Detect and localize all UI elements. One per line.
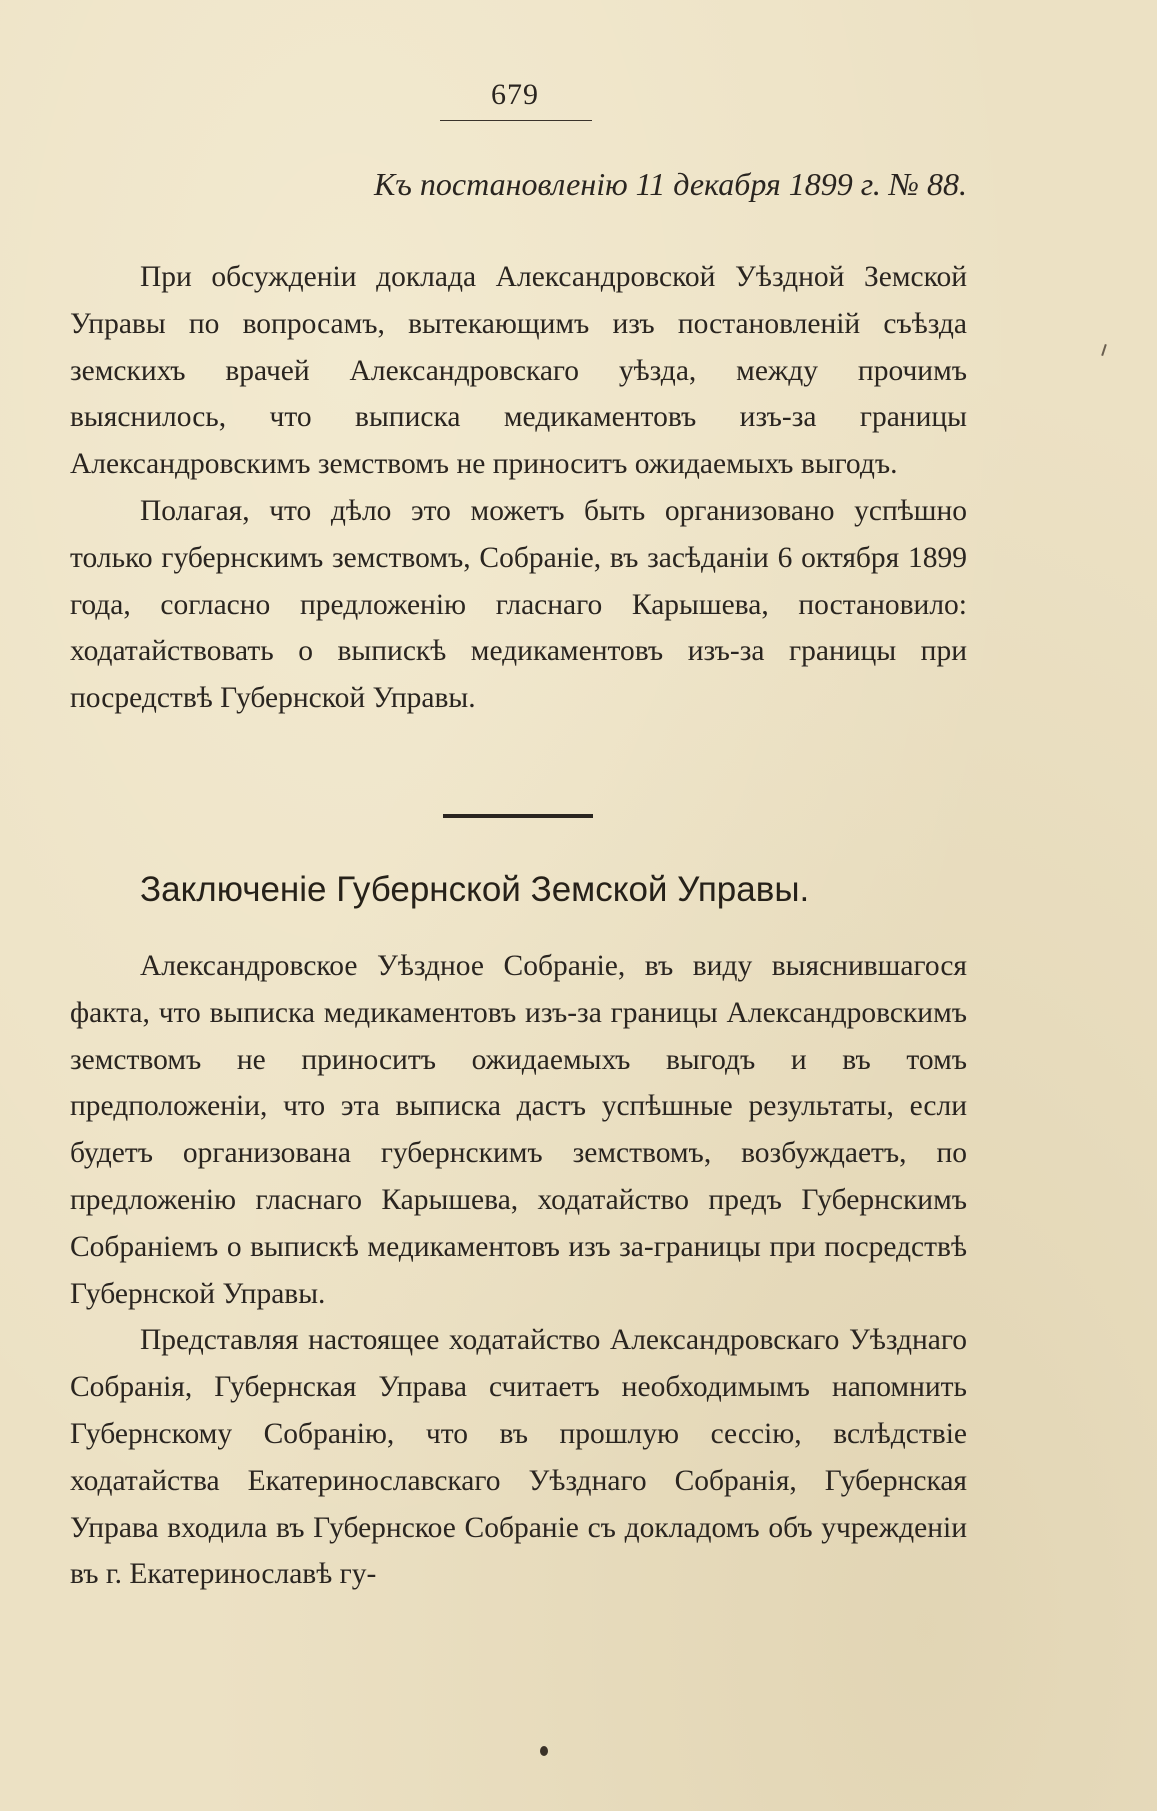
paragraph: Представляя настоящее ходатайство Александровскаго Уѣзднаго Собранія, Губернская Управа считаетъ необходимымъ напомнить Губернскому Собранію, что въ прошлую сессію, вслѣдствіе ходатайства Екатеринославскаго Уѣзднаго Собранія, Губернская Управа входила въ Губернское Собраніе съ докладомъ объ учрежденіи въ г. Екатеринославѣ гу- [70,1324,967,1591]
section-2-body [70,943,967,1598]
paragraph: Полагая, что дѣло это можетъ быть организовано успѣшно только губернскимъ земствомъ, Собраніе, въ засѣданіи 6 октября 1899 года, согласно предложенію гласнаго Карышева, постановило: ходатайствовать о выпискѣ медикаментовъ изъ-за границы при посредствѣ Губернской Управы. [70,494,967,715]
section-1-body [70,254,967,722]
decree-reference: Къ постановленію 11 декабря 1899 г. № 88. [374,166,967,202]
paragraph: Александровское Уѣздное Собраніе, въ виду выяснившагося факта, что выписка медикаментовъ изъ-за границы Александровскимъ земствомъ не приноситъ ожидаемыхъ выгодъ и въ томъ предположеніи, что эта выписка дастъ успѣшные результаты, если будетъ организована губернскимъ земствомъ, возбуждаетъ, по предложенію гласнаго Карышева, ходатайство предъ Губернскимъ Собраніемъ о выпискѣ медикаментовъ изъ за-границы при посредствѣ Губернской Управы. [70,950,967,1310]
paragraph: При обсужденіи доклада Александровской Уѣздной Земской Управы по вопросамъ, вытекающимъ изъ постановленій съѣзда земскихъ врачей Александровскаго уѣзда, между прочимъ выяснилось, что выписка медикаментовъ изъ-за границы Александровскимъ земствомъ не приноситъ ожидаемыхъ выгодъ. [70,261,967,481]
page-number-rule [440,120,592,121]
ink-dot [540,1746,548,1756]
margin-ink-mark [1101,344,1107,356]
section-heading: Заключеніе Губернской Земской Управы. [140,870,810,909]
section-divider [443,814,593,818]
page-number: 679 [491,78,539,111]
